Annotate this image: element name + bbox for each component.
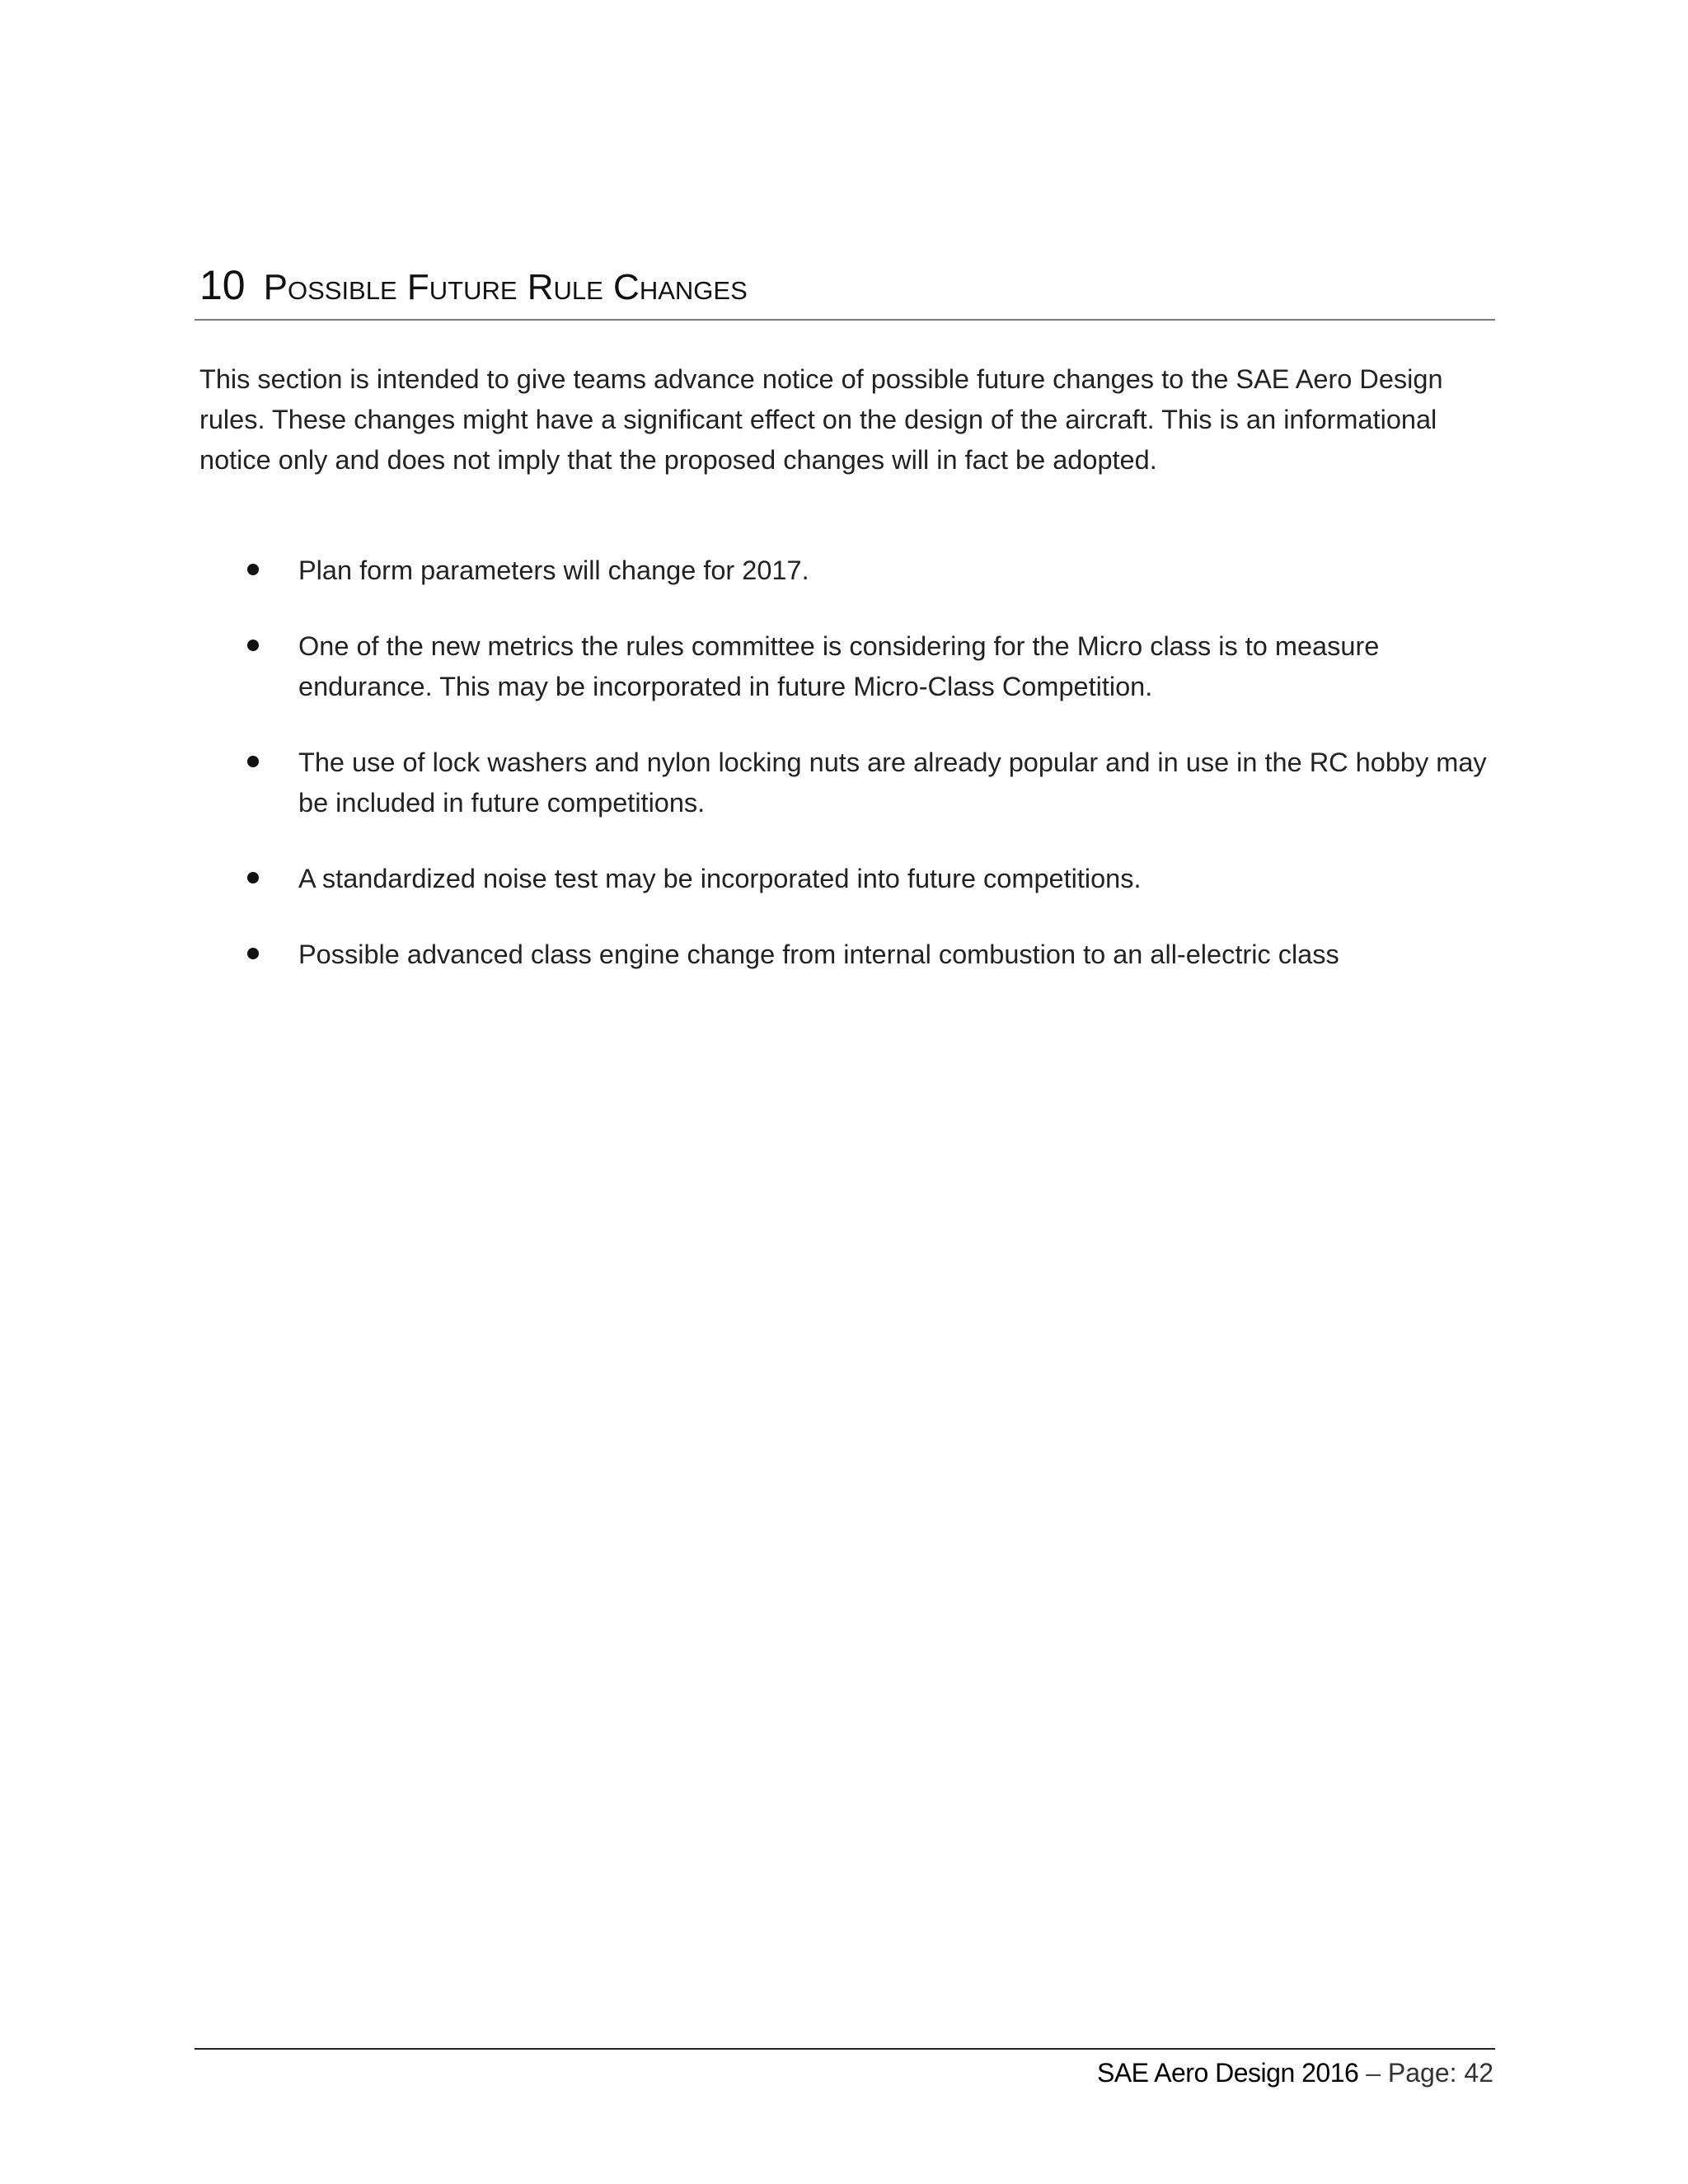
- bullet-text: The use of lock washers and nylon locking nuts are already popular and in use in the RC hobby may be included in future competitions.: [298, 748, 1487, 818]
- bullet-icon: [247, 640, 259, 651]
- footer-page-number: Page: 42: [1387, 2058, 1493, 2088]
- bullet-text: A standardized noise test may be incorporated into future competitions.: [298, 864, 1142, 893]
- bullet-item: [199, 551, 1498, 591]
- section-heading: [199, 255, 1493, 320]
- footer-divider: [195, 2048, 1495, 2050]
- bullet-icon: [247, 756, 259, 767]
- bullet-item: [199, 743, 1498, 823]
- bullet-text: One of the new metrics the rules committee is considering for the Micro class is to measure endurance. This may be incorporated in future Micro-Class Competition.: [298, 631, 1380, 701]
- section-number: 10: [199, 262, 246, 308]
- intro-paragraph: This section is intended to give teams advance notice of possible future changes to the SAE Aero Design rules. These changes might have a significant effect on the design of the aircraft. This is an informational notice only and does not imply that the proposed changes will in fact be adopted.: [199, 364, 1443, 475]
- bullet-text: Possible advanced class engine change from internal combustion to an all-electric class: [298, 940, 1339, 969]
- bullet-item: [199, 626, 1498, 707]
- footer-document-title: SAE Aero Design 2016: [1096, 2058, 1359, 2088]
- bullet-item: [199, 859, 1498, 899]
- bullet-icon: [247, 948, 259, 959]
- section-title: Possible Future Rule Changes: [263, 267, 748, 307]
- bullet-icon: [247, 872, 259, 883]
- bullet-icon: [247, 564, 259, 575]
- bullet-item: [199, 935, 1498, 975]
- page-footer: [1097, 2054, 1493, 2092]
- bullet-list: [199, 551, 1498, 1010]
- footer-separator: –: [1358, 2058, 1388, 2088]
- bullet-text: Plan form parameters will change for 2017.: [298, 555, 809, 585]
- heading-divider: [195, 319, 1495, 321]
